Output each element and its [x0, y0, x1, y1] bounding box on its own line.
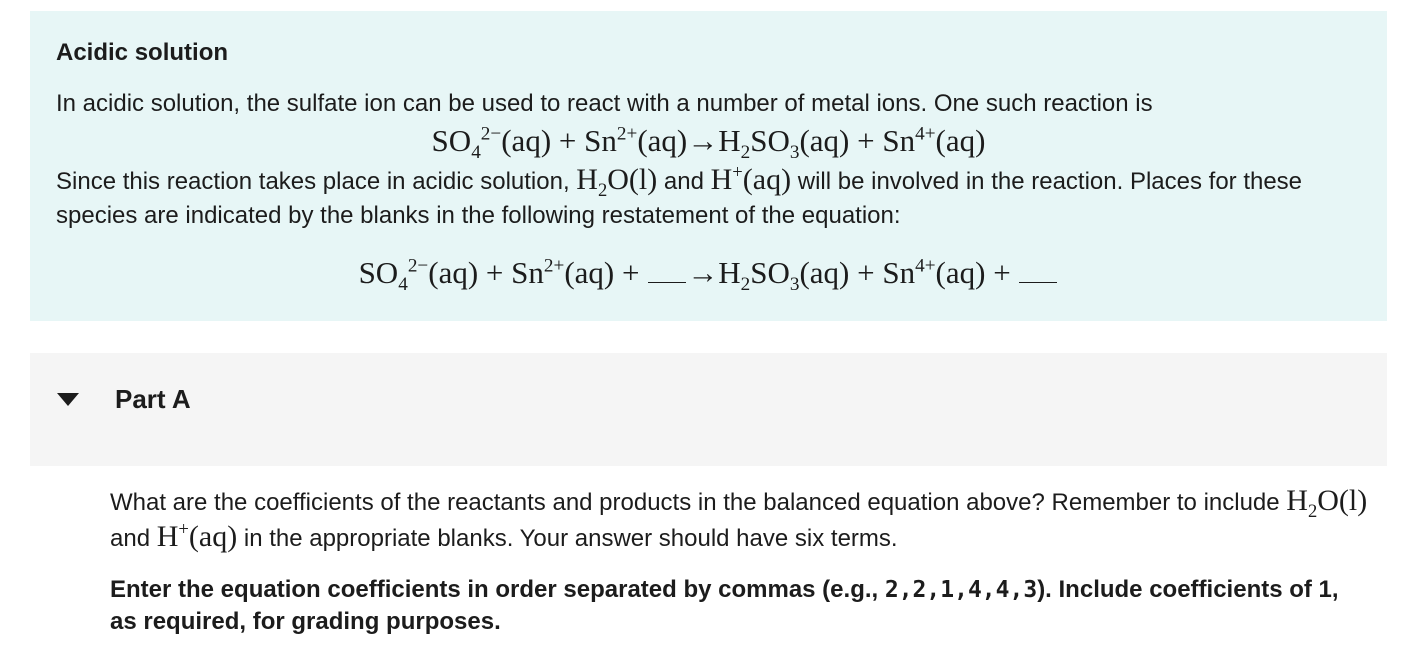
part-a-header[interactable]: [30, 353, 1387, 466]
intro-explanation-start: Since this reaction takes place in acidic solution,: [56, 168, 577, 195]
question-text: [110, 484, 1400, 556]
intro-paragraph: In acidic solution, the sulfate ion can be used to react with a number of metal ions. One such reaction is: [56, 90, 1153, 117]
question-start: What are the coefficients of the reactants and products in the balanced equation above? Remember to include: [110, 489, 1287, 516]
caret-down-icon[interactable]: [57, 393, 79, 406]
example-coefficients: 2,2,1,4,4,3: [884, 577, 1038, 603]
water-formula: $H_2O(l)$: [576, 163, 658, 201]
intro-panel: [30, 11, 1387, 321]
question-and: and: [110, 525, 157, 552]
intro-explanation-end: will be involved in the reaction. Places for these species are indicated by the blanks in the following restatement of the equation:: [56, 168, 1303, 229]
water-formula: $H_2O(l)$: [1286, 484, 1368, 522]
product-blank: [1019, 264, 1057, 283]
instructions-end: ). Include coefficients of 1, as required, for grading purposes.: [110, 576, 1339, 635]
answer-instructions: [110, 574, 1350, 638]
question-end: in the appropriate blanks. Your answer should have six terms.: [237, 525, 898, 552]
reaction-equation: $SO_4^{2-}(aq) + Sn^{2+}(aq)\to H_2SO_3(aq) + Sn^{4+}(aq)$: [431, 123, 986, 164]
intro-explanation: [56, 163, 1366, 233]
proton-formula: H+(aq): [710, 162, 792, 196]
part-title: Part A: [115, 384, 191, 414]
proton-formula: H+(aq): [156, 519, 238, 553]
instructions-start: Enter the equation coefficients in order separated by commas (e.g.,: [110, 576, 885, 603]
intro-and: and: [657, 168, 711, 195]
reactant-blank: [648, 264, 686, 283]
reaction-equation-with-blanks: $SO_4^{2-}(aq) + Sn^{2+}(aq) + \to H_2SO_3(aq) + Sn^{4+}(aq)$ +: [30, 255, 1387, 291]
intro-title: Acidic solution: [56, 39, 229, 66]
